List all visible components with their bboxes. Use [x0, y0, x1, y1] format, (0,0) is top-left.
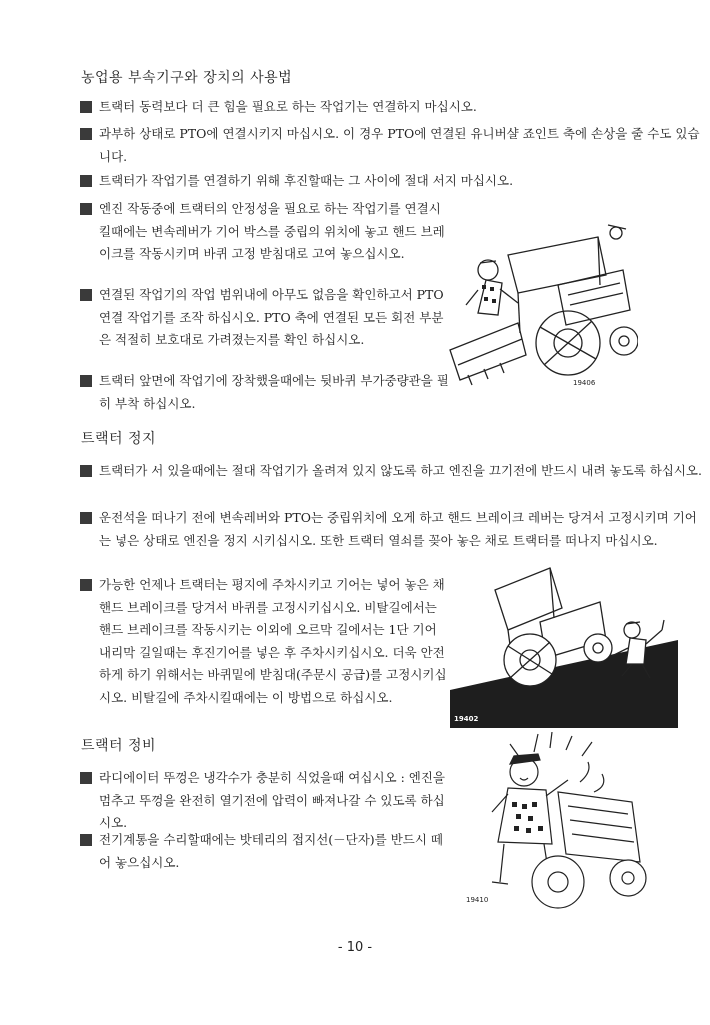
figure-number: 19410	[466, 896, 489, 904]
bullet-square-icon	[80, 579, 92, 591]
list-item: 가능한 언제나 트랙터는 평지에 주차시키고 기어는 넣어 놓은 채 핸드 브레이크를 당겨서 바퀴를 고정시키십시오. 비탈길에서는 핸드 브레이크를 작동시키는 이외에 오르막 길에서는 1단 기어 내리막 길일때는 후진기어를 넣은 후 주차시키십시오. 더욱 안전하게 하기 위해서는 바퀴밑에 받침대(주문시 공급)를 고정시키십시오. 비탈길에 주차시킬때에는 이 방법으로 하십시오.	[80, 574, 451, 709]
list-item: 엔진 작동중에 트랙터의 안정성을 필요로 하는 작업기를 연결시킬때에는 변속레버가 기어 박스를 중립의 위치에 놓고 핸드 브레이크를 작동시키며 바퀴 고정 받침대로 고여 놓으십시오.	[80, 198, 451, 266]
section-heading-tractor-stop: 트랙터 정지	[81, 431, 157, 447]
bullet-square-icon	[80, 375, 92, 387]
section-heading-attachments: 농업용 부속기구와 장치의 사용법	[81, 70, 293, 86]
list-item: 라디에이터 뚜껑은 냉각수가 충분히 식었을때 여십시오 : 엔진을 멈추고 뚜껑을 완전히 열기전에 압력이 빠져나갈 수 있도록 하십시오.	[80, 767, 451, 835]
tractor-rolling-downhill-drawing	[450, 560, 678, 728]
list-item: 운전석을 떠나기 전에 변속레버와 PTO는 중립위치에 오게 하고 핸드 브레이크 레버는 당겨서 고정시키며 기어는 넣은 상태로 엔진을 정지 시키십시오. 또한 트랙터 열쇠를 꽂아 놓은 채로 트랙터를 떠나지 마십시오.	[80, 507, 704, 552]
list-item: 트랙터 앞면에 작업기에 장착했을때에는 뒷바퀴 부가중량관을 필히 부착 하십시오.	[80, 370, 451, 415]
bullet-square-icon	[80, 834, 92, 846]
tractor-implement-illustration	[448, 215, 638, 395]
tractor-slope-illustration	[450, 560, 678, 728]
figure-number: 19402	[454, 715, 479, 723]
bullet-square-icon	[80, 128, 92, 140]
list-item: 전기계통을 수리할때에는 밧테리의 접지선(－단자)를 반드시 떼어 놓으십시오.	[80, 829, 451, 874]
list-item: 트랙터가 작업기를 연결하기 위해 후진할때는 그 사이에 절대 서지 마십시오.	[80, 170, 704, 193]
tractor-driver-drawing	[448, 215, 638, 395]
radiator-cap-illustration	[462, 732, 652, 922]
section-heading-tractor-maintenance: 트랙터 정비	[81, 738, 157, 754]
list-item: 연결된 작업기의 작업 범위내에 아무도 없음을 확인하고서 PTO 연결 작업기를 조작 하십시오. PTO 축에 연결된 모든 회전 부분은 적절히 보호대로 가려졌는지를 확인 하십시오.	[80, 284, 451, 352]
page-number: - 10 -	[337, 940, 373, 955]
bullet-square-icon	[80, 101, 92, 113]
list-item: 트랙터가 서 있을때에는 절대 작업기가 올려져 있지 않도록 하고 엔진을 끄기전에 반드시 내려 놓도록 하십시오.	[80, 460, 704, 483]
bullet-square-icon	[80, 175, 92, 187]
bullet-square-icon	[80, 772, 92, 784]
bullet-square-icon	[80, 289, 92, 301]
bullet-square-icon	[80, 512, 92, 524]
bullet-square-icon	[80, 465, 92, 477]
radiator-steam-drawing	[462, 732, 652, 922]
bullet-square-icon	[80, 203, 92, 215]
list-item: 트랙터 동력보다 더 큰 힘을 필요로 하는 작업기는 연결하지 마십시오.	[80, 96, 704, 119]
figure-number: 19406	[573, 379, 596, 387]
list-item: 과부하 상태로 PTO에 연결시키지 마십시오. 이 경우 PTO에 연결된 유니버샬 죠인트 축에 손상을 줄 수도 있습니다.	[80, 123, 704, 168]
